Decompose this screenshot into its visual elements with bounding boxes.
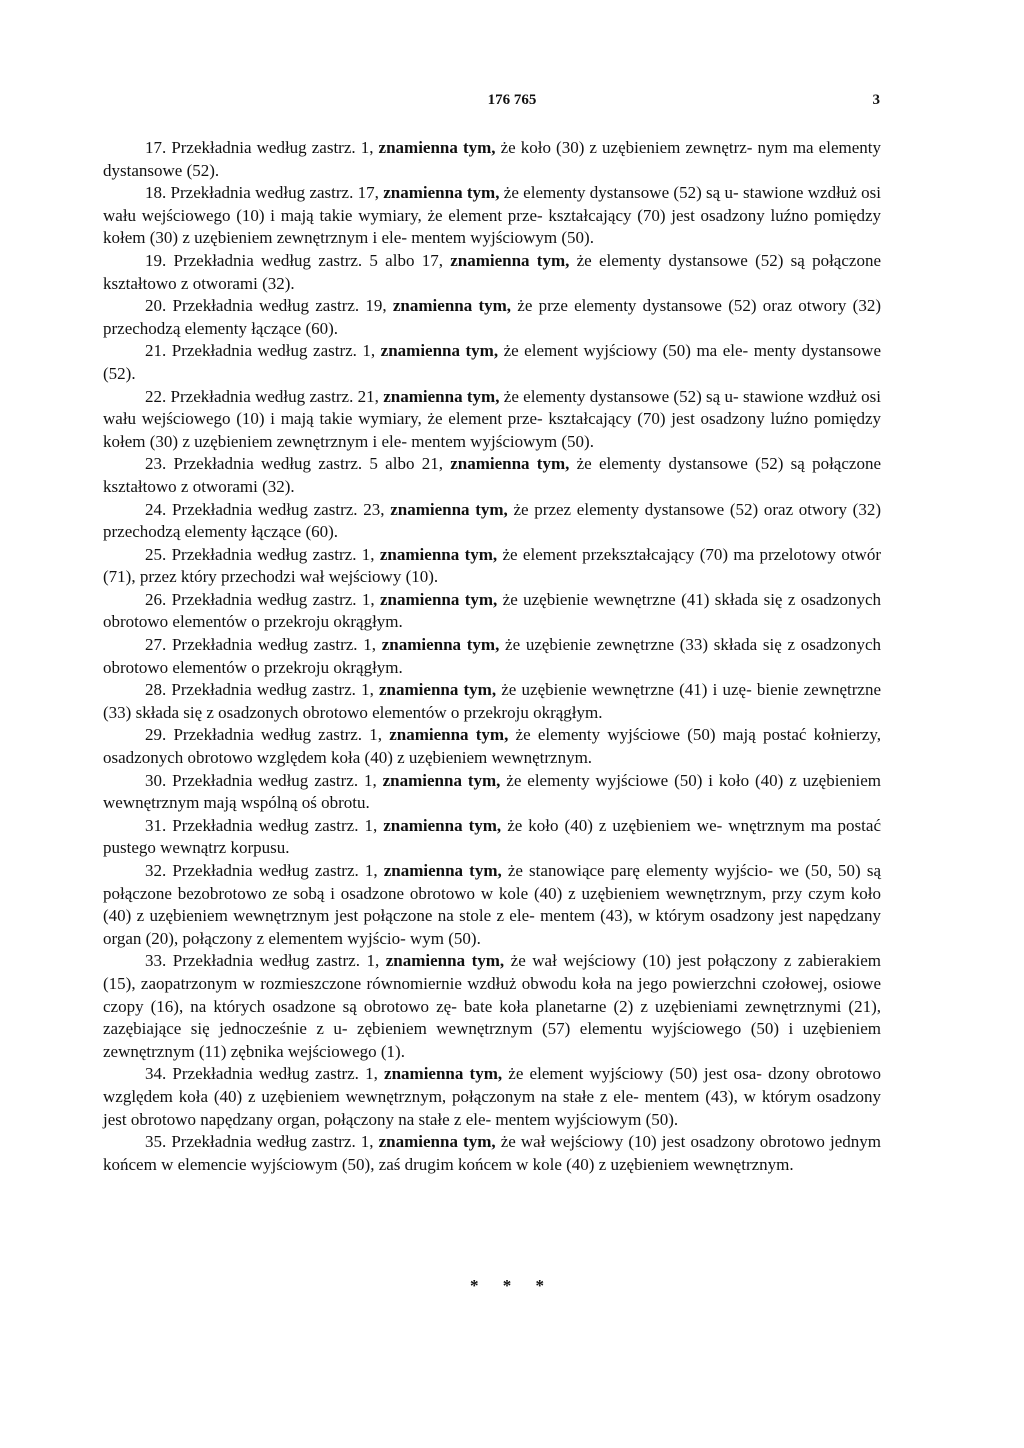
claim-body: że elementy dystansowe (52) są połączone kształtowo z otworami (32). [103, 454, 881, 496]
claim-paragraph [103, 1131, 881, 1176]
claim-keyword: znamienna tym, [450, 250, 570, 270]
claim-preamble: 28. Przekładnia według zastrz. 1, [145, 680, 380, 700]
claim-keyword: znamienna tym, [378, 1132, 496, 1152]
claim-body: że elementy dystansowe (52) są u- stawione wzdłuż osi wału wejściowego (10) i mają takie wymiary, że element prze- kształcający (70) jest osadzony luźno pomiędzy kołem (30) z uzębieniem zewnętrznym i ele- mentem wyjściowym (50). [103, 386, 881, 451]
claim-preamble: 27. Przekładnia według zastrz. 1, [145, 635, 382, 655]
claim-paragraph [103, 386, 881, 454]
claim-body: że prze elementy dystansowe (52) oraz otwory (32) przechodzą elementy łączące (60). [103, 296, 881, 338]
claim-preamble: 32. Przekładnia według zastrz. 1, [145, 861, 384, 880]
claim-paragraph [103, 589, 881, 634]
claim-preamble: 17. Przekładnia według zastrz. 1, [145, 138, 379, 157]
claim-keyword: znamienna tym, [383, 183, 500, 203]
claim-paragraph [103, 453, 881, 498]
claim-preamble: 25. Przekładnia według zastrz. 1, [145, 544, 380, 564]
claim-preamble: 24. Przekładnia według zastrz. 23, [145, 499, 391, 519]
claim-keyword: znamienna tym, [390, 499, 508, 519]
claim-keyword: znamienna tym, [450, 454, 570, 474]
claim-preamble: 23. Przekładnia według zastrz. 5 albo 21, [145, 454, 451, 474]
claim-keyword: znamienna tym, [383, 815, 502, 835]
claim-body: że stanowiące parę elementy wyjścio- we (50, 50) są połączone bezobrotowo ze sobą i osadzone obrotowo w kole (40) z uzębieniem wewnętrznym, przy czym koło (40) z uzębieniem wewnętrznym jest połączone na stole z ele- mentem (43), w którym osadzony jest napędzany organ (20), połączony z elementem wyjścio- wym (50). [103, 861, 881, 948]
claim-keyword: znamienna tym, [380, 589, 498, 609]
claim-paragraph [103, 340, 881, 385]
claim-keyword: znamienna tym, [385, 951, 505, 971]
claim-body: że przez elementy dystansowe (52) oraz otwory (32) przechodzą elementy łączące (60). [103, 499, 881, 542]
claim-paragraph [103, 137, 881, 182]
claim-keyword: znamienna tym, [383, 386, 500, 406]
claim-body: że uzębienie wewnętrzne (41) składa się z osadzonych obrotowo elementów o przekroju okrągłym. [103, 589, 881, 632]
claim-paragraph [103, 860, 881, 950]
claim-paragraph [103, 679, 881, 724]
claim-paragraph [103, 182, 881, 250]
claim-paragraph [103, 950, 881, 1063]
page-number: 3 [872, 92, 880, 108]
claim-keyword: znamienna tym, [379, 544, 498, 564]
claim-body: że uzębienie zewnętrzne (33) składa się z osadzonych obrotowo elementów o przekroju okrągłym. [103, 635, 881, 677]
patent-number: 176 765 [487, 92, 537, 108]
claim-preamble: 20. Przekładnia według zastrz. 19, [145, 296, 393, 316]
claim-keyword: znamienna tym, [381, 635, 500, 655]
claim-preamble: 30. Przekładnia według zastrz. 1, [145, 770, 383, 790]
claims-list [103, 137, 881, 1176]
claim-keyword: znamienna tym, [383, 861, 502, 880]
claim-body: że elementy wyjściowe (50) i koło (40) z uzębieniem wewnętrznym mają wspólną oś obrotu. [103, 770, 881, 813]
claim-paragraph [103, 295, 881, 340]
claim-body: że koło (30) z uzębieniem zewnętrz- nym ma elementy dystansowe (52). [103, 138, 881, 180]
claim-preamble: 31. Przekładnia według zastrz. 1, [145, 815, 384, 835]
claim-paragraph [103, 815, 881, 860]
claim-body: że elementy dystansowe (52) są połączone kształtowo z otworami (32). [103, 250, 881, 293]
claim-preamble: 19. Przekładnia według zastrz. 5 albo 17, [145, 250, 451, 270]
claim-preamble: 29. Przekładnia według zastrz. 1, [145, 725, 390, 745]
claim-keyword: znamienna tym, [379, 680, 497, 700]
claim-keyword: znamienna tym, [378, 138, 496, 157]
end-mark: * * * [470, 1276, 554, 1295]
claim-body: że element przekształcający (70) ma przelotowy otwór (71), przez który przechodzi wał wejściowy (10). [103, 544, 881, 587]
claim-body: że wał wejściowy (10) jest połączony z zabierakiem (15), zaopatrzonym w rozmieszczone równomiernie wzdłuż obwodu koła na jego powierzchni czołowej, osiowe czopy (16), na których osadzone są obrotowo zę- bate koła planetarne (2) z uzębieniami zewnętrznymi (21), zazębiające się jednocześnie z u- zębieniem wewnętrznym (57) elementu wyjściowego (50) i uzębieniem zewnętrznym (11) zębnika wejściowego (1). [103, 951, 881, 1061]
claim-paragraph [103, 724, 881, 769]
claim-body: że elementy wyjściowe (50) mają postać kołnierzy, osadzonych obrotowo względem koła (40) z uzębieniem wewnętrznym. [103, 725, 881, 768]
claim-keyword: znamienna tym, [380, 341, 499, 361]
claim-body: że element wyjściowy (50) jest osa- dzony obrotowo względem koła (40) z uzębieniem wewnętrznym, połączonym na stałe z ele- mentem (43), w którym osadzony jest obrotowo napędzany organ, połączony na stałe z ele- mentem wyjściowym (50). [103, 1064, 881, 1129]
claim-keyword: znamienna tym, [384, 1064, 503, 1084]
claim-body: że koło (40) z uzębieniem we- wnętrznym ma postać pustego wewnątrz korpusu. [103, 815, 881, 858]
claim-preamble: 33. Przekładnia według zastrz. 1, [145, 951, 386, 971]
claim-paragraph [103, 544, 881, 589]
claim-preamble: 18. Przekładnia według zastrz. 17, [145, 183, 384, 203]
claim-body: że element wyjściowy (50) ma ele- menty dystansowe (52). [103, 341, 882, 383]
claim-preamble: 34. Przekładnia według zastrz. 1, [145, 1064, 385, 1084]
claim-body: że elementy dystansowe (52) są u- stawione wzdłuż osi wału wejściowego (10) i mają takie wymiary, że element prze- kształcający (70) jest osadzony luźno pomiędzy kołem (30) z uzębieniem zewnętrznym i ele- mentem wyjściowym (50). [103, 183, 881, 248]
claim-preamble: 35. Przekładnia według zastrz. 1, [145, 1132, 379, 1152]
claim-paragraph [103, 250, 881, 295]
claim-paragraph [103, 770, 881, 815]
claim-preamble: 26. Przekładnia według zastrz. 1, [145, 589, 381, 609]
claim-keyword: znamienna tym, [382, 770, 501, 790]
claim-preamble: 22. Przekładnia według zastrz. 21, [145, 386, 384, 406]
page-header [0, 92, 1024, 114]
claim-paragraph [103, 499, 881, 544]
claim-paragraph [103, 1063, 881, 1131]
claim-body: że wał wejściowy (10) jest osadzony obrotowo jednym końcem w elemencie wyjściowym (50), zaś drugim końcem w kole (40) z uzębieniem wewnętrznym. [103, 1132, 881, 1174]
claim-keyword: znamienna tym, [389, 725, 509, 745]
claim-body: że uzębienie wewnętrzne (41) i uzę- bienie zewnętrzne (33) składa się z osadzonych obrotowo elementów o przekroju okrągłym. [103, 680, 881, 722]
claim-paragraph [103, 634, 881, 679]
claim-preamble: 21. Przekładnia według zastrz. 1, [145, 341, 381, 361]
claim-keyword: znamienna tym, [392, 296, 512, 316]
